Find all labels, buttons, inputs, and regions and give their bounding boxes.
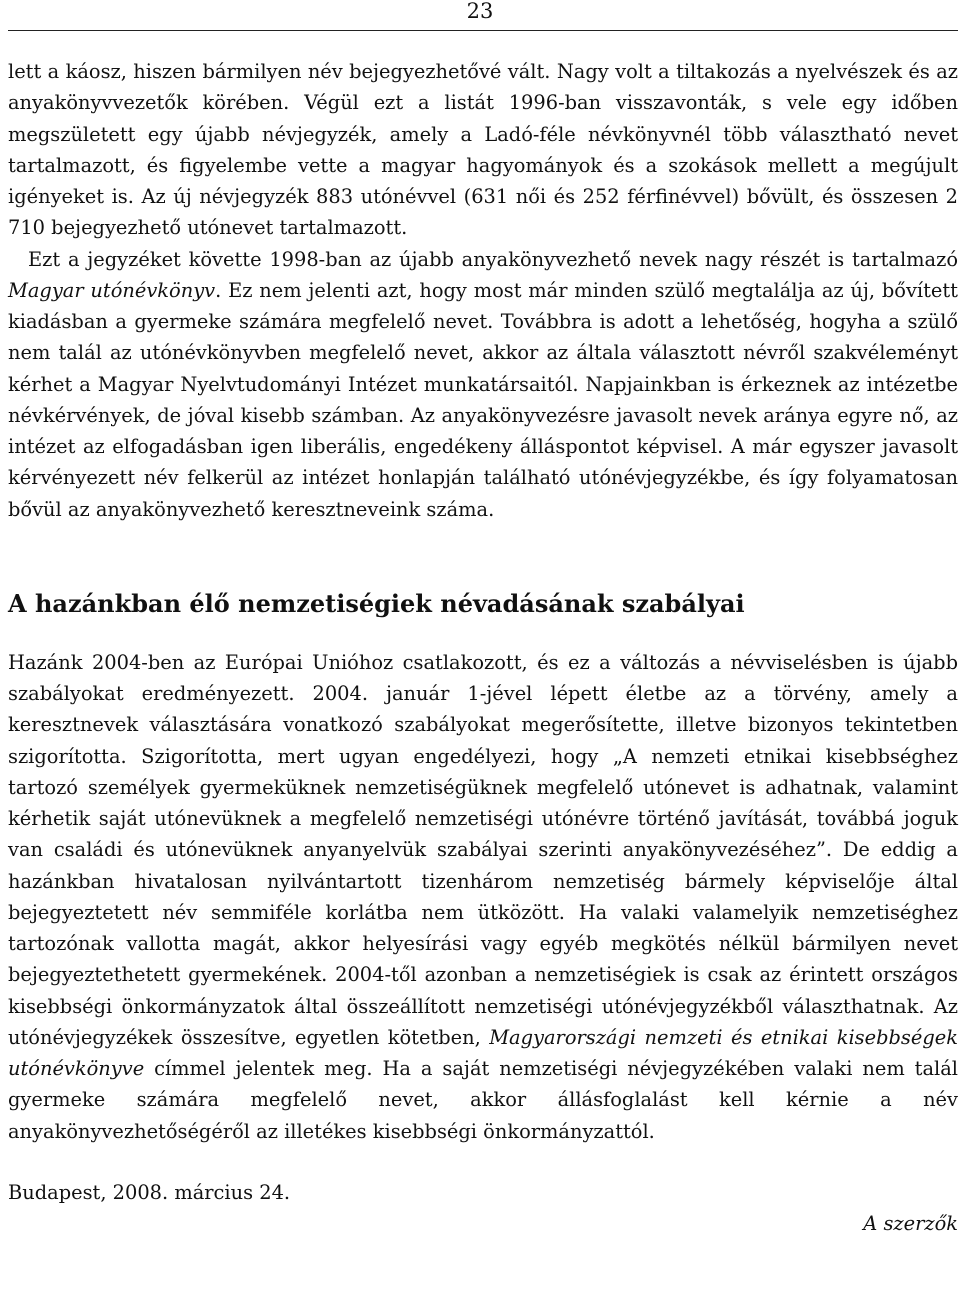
book-title: Magyarországi nemzeti és etnikai kisebbségek utónévkönyve bbox=[8, 1025, 958, 1080]
paragraph-text: címmel jelentek meg. Ha a saját nemzetiségi névjegyzékében valaki nem talál gyermeke számára megfelelő nevet, akkor állásfoglalást kell kérnie a név anyakönyvezhetőségéről az illetékes kisebbségi önkormányzattól. bbox=[8, 1057, 958, 1143]
page-number: 23 bbox=[466, 0, 494, 23]
section-heading: A hazánkban élő nemzetiségiek névadásának szabályai bbox=[8, 588, 745, 618]
section-paragraph bbox=[8, 647, 958, 1147]
book-title: Magyar utónévkönyv bbox=[8, 278, 216, 302]
body-paragraph-1 bbox=[8, 56, 958, 244]
paragraph-text: Ezt a jegyzéket követte 1998-ban az újabb anyakönyvezhető nevek nagy részét is tartalmazó bbox=[28, 247, 958, 271]
date-line: Budapest, 2008. március 24. bbox=[8, 1180, 291, 1204]
paragraph-text: lett a káosz, hiszen bármilyen név bejegyezhetővé vált. Nagy volt a tiltakozás a nyelvészek és az anyakönyvvezetők körében. Végül ezt a listát 1996-ban visszavonták, s vele egy időben megszületett egy újabb névjegyzék, amely a Ladó-féle névkönyvnél több választható nevet tartalmazott, és figyelembe vette a magyar hagyományok és a szokások mellett a megújult igényeket is. Az új névjegyzék 883 utónévvel (631 női és 252 férfinévvel) bővült, és összesen 2 710 bejegyezhető utónevet tartalmazott. bbox=[8, 60, 958, 240]
body-paragraph-2 bbox=[8, 244, 958, 525]
header-rule bbox=[8, 30, 958, 31]
paragraph-text: . Ez nem jelenti azt, hogy most már minden szülő megtalálja az új, bővített kiadásban a gyermeke számára megfelelő nevet. Továbbra is adott a lehetőség, hogyha a szülő nem talál az utónévkönyvben megfelelő nevet, akkor az általa választott névről szakvéleményt kérhet a Magyar Nyelvtudományi Intézet munkatársaitól. Napjainkban is érkeznek az intézetbe névkérvények, de jóval kisebb számban. Az anyakönyvezésre javasolt nevek aránya egyre nő, az intézet az elfogadásban igen liberális, engedékeny álláspontot képvisel. A már egyszer javasolt kérvényezett név felkerül az intézet honlapján található utónévjegyzékbe, és így folyamatosan bővül az anyakönyvezhető keresztneveink száma. bbox=[8, 278, 958, 521]
paragraph-text: Hazánk 2004-ben az Európai Unióhoz csatlakozott, és ez a változás a névviselésben is újabb szabályokat eredményezett. 2004. január 1-jével lépett életbe az a törvény, amely a keresztnevek választására vonatkozó szabályokat megerősítette, illetve bizonyos tekintetben szigorította. Szigorította, mert ugyan engedélyezi, hogy „A nemzeti etnikai kisebbséghez tartozó személyek gyermeküknek nemzetiségüknek megfelelő utónevet is adhatnak, valamint kérhetik saját utónevüknek a megfelelő nemzetiségi utónévre történő javítását, továbbá joguk van családi és utónevüknek anyanyelvük szabályai szerinti anyakönyvezéséhez”. De eddig a hazánkban hivatalosan nyilvántartott tizenhárom nemzetiség bármely képviselője által bejegyeztetett név semmiféle korlátba nem ütközött. Ha valaki valamelyik nemzetiséghez tartozónak vallotta magát, akkor helyesírási vagy egyéb megkötés nélkül bármilyen nevet bejegyeztethetett gyermekének. 2004-től azonban a nemzetiségiek is csak az érintett országos kisebbségi önkormányzatok által összeállított nemzetiségi utónévjegyzékből választhatnak. Az utónévjegyzékek összesítve, egyetlen kötetben, bbox=[8, 650, 958, 1049]
signature: A szerzők bbox=[863, 1212, 958, 1235]
page-body bbox=[8, 56, 958, 1239]
